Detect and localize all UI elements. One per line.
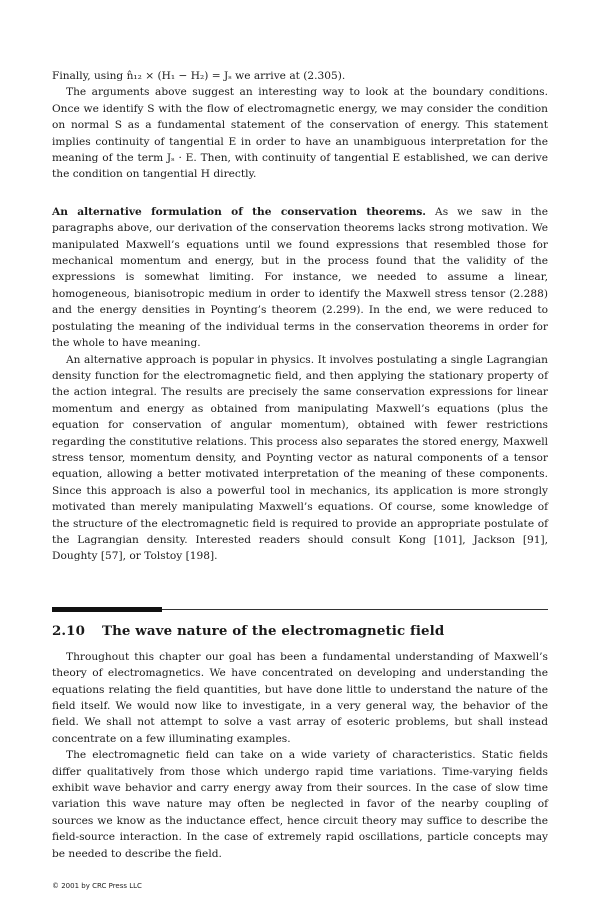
lagrangian-approach-paragraph: An alternative approach is popular in physics. It involves postulating a single Lagrangian density function for the electromagnetic field, and then applying the stationary property of the action integral. The results are precisely the same conservation expressions for linear momentum and energy as obtained from manipulating Maxwell’s equations (plus the equation for conservation of angular momentum), obtained with fewer restrictions regarding the constitutive relations. This process also separates the stored energy, Maxwell stress tensor, momentum density, and Poynting vector as natural components of a tensor equation, allowing a better motivated interpretation of the meaning of these components. Since this approach is also a powerful tool in mechanics, its application is more strongly motivated than merely manipulating Maxwell’s equations. Of course, some knowledge of the structure of the electromagnetic field is required to provide an appropriate postulate of the Lagrangian density. Interested readers should consult Kong [101], Jackson [91], Doughty [57], or Tolstoy [198]. xyxy=(52,353,548,563)
alternative-formulation-heading: An alternative formulation of the conservation theorems. xyxy=(52,205,426,218)
page-body xyxy=(52,68,548,862)
alternative-formulation-paragraph xyxy=(52,204,548,352)
boundary-result-line: Finally, using n̂₁₂ × (H₁ − H₂) = Jₛ we arrive at (2.305). xyxy=(52,70,346,82)
boundary-arguments-paragraph: The arguments above suggest an interesting way to look at the boundary conditions. Once we identify S with the flow of electromagnetic energy, we may consider the condition on normal S as a fundamental statement of the conservation of energy. This statement implies continuity of tangential E in order to have an unambiguous interpretation for the meaning of the term Jₛ · E. Then, with continuity of tangential E established, we can derive the condition on tangential H directly. xyxy=(52,86,548,181)
section-heading xyxy=(52,623,548,639)
section-title: The wave nature of the electromagnetic field xyxy=(102,622,445,639)
section-divider-thick xyxy=(52,607,162,612)
wave-nature-paragraph-2: The electromagnetic field can take on a wide variety of characteristics. Static fields differ qualitatively from those which undergo rapid time variations. Time-varying fields exhibit wave behavior and carry energy away from their sources. In the case of slow time variation this wave nature may often be neglected in favor of the nearby coupling of sources we know as the inductance effect, hence circuit theory may suffice to describe the field-source interaction. In the case of extremely rapid oscillations, particle concepts may be needed to describe the field. xyxy=(52,749,548,860)
alternative-formulation-text: As we saw in the paragraphs above, our derivation of the conservation theorems lacks strong motivation. We manipulated Maxwell’s equations until we found expressions that resembled those for mechanical momentum and energy, but in the process found that the validity of the expressions is somewhat limiting. For instance, we needed to assume a linear, homogeneous, bianisotropic medium in order to identify the Maxwell stress tensor (2.288) and the energy densities in Poynting’s theorem (2.299). In the end, we were reduced to postulating the meaning of the individual terms in the conservation theorems in order for the whole to have meaning. xyxy=(52,205,548,350)
wave-nature-paragraph-1: Throughout this chapter our goal has been a fundamental understanding of Maxwell’s theory of electromagnetics. We have concentrated on developing and understanding the equations relating the field quantities, but have done little to understand the nature of the field itself. We would now like to investigate, in a very general way, the behavior of the field. We shall not attempt to solve a vast array of esoteric problems, but shall instead concentrate on a few illuminating examples. xyxy=(52,650,548,745)
section-number: 2.10 xyxy=(52,622,86,639)
section-divider xyxy=(52,603,548,617)
copyright-footer: © 2001 by CRC Press LLC xyxy=(52,882,142,890)
